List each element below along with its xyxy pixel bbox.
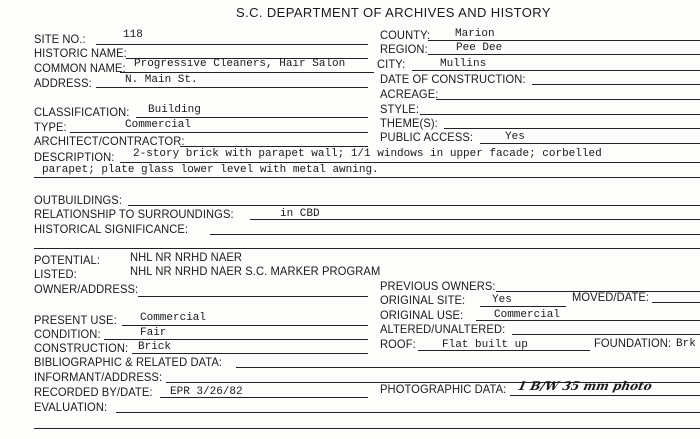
themes-line xyxy=(444,128,700,129)
county-line xyxy=(428,40,700,41)
description-line-2-rule xyxy=(34,177,700,178)
original-site-value: Yes xyxy=(492,294,512,306)
recorded-by-label: RECORDED BY/DATE: xyxy=(34,385,153,399)
region-line xyxy=(428,54,700,55)
present-use-label: PRESENT USE: xyxy=(34,313,117,327)
recorded-by-value: EPR 3/26/82 xyxy=(170,386,243,398)
outbuildings-line xyxy=(128,205,700,206)
relationship-value: in CBD xyxy=(280,208,320,220)
classification-line xyxy=(136,117,368,118)
acreage-line xyxy=(436,99,700,100)
moved-date-label: MOVED/DATE: xyxy=(572,290,650,304)
listed-codes: NHL NR NRHD NAER S.C. MARKER PROGRAM xyxy=(130,264,381,278)
style-label: STYLE: xyxy=(380,102,420,116)
historical-significance-line xyxy=(210,234,700,235)
common-name-label: COMMON NAME: xyxy=(34,61,126,75)
description-line-2: parapet; plate glass lower level with metal awning. xyxy=(42,164,379,176)
historical-significance-label: HISTORICAL SIGNIFICANCE: xyxy=(34,222,189,236)
site-no-value: 118 xyxy=(123,29,143,41)
form-title: S.C. DEPARTMENT OF ARCHIVES AND HISTORY xyxy=(236,5,551,20)
foundation-label: FOUNDATION: xyxy=(594,336,672,350)
public-access-label: PUBLIC ACCESS: xyxy=(380,130,474,144)
region-label: REGION: xyxy=(380,42,428,56)
historic-name-label: HISTORIC NAME: xyxy=(34,46,127,60)
address-value: N. Main St. xyxy=(125,74,198,86)
original-site-line xyxy=(480,306,566,307)
architect-label: ARCHITECT/CONTRACTOR: xyxy=(34,134,185,148)
potential-label: POTENTIAL: xyxy=(34,253,101,267)
foundation-value: Brk xyxy=(676,338,696,350)
region-value: Pee Dee xyxy=(456,42,503,54)
public-access-line xyxy=(480,143,700,144)
construction-label: CONSTRUCTION: xyxy=(34,341,129,355)
city-line xyxy=(412,70,700,71)
previous-owners-label: PREVIOUS OWNERS: xyxy=(380,279,496,293)
description-label: DESCRIPTION: xyxy=(34,150,115,164)
condition-line xyxy=(104,339,368,340)
classification-value: Building xyxy=(148,104,201,116)
county-value: Marion xyxy=(455,28,495,40)
county-label: COUNTY: xyxy=(380,28,431,42)
altered-line xyxy=(512,334,700,335)
address-label: ADDRESS: xyxy=(34,76,92,90)
type-label: TYPE: xyxy=(34,120,67,134)
bibliographic-label: BIBLIOGRAPHIC & RELATED DATA: xyxy=(34,355,223,369)
description-line-1: 2-story brick with parapet wall; 1/1 windows in upper facade; corbelled xyxy=(133,148,602,160)
relationship-label: RELATIONSHIP TO SURROUNDINGS: xyxy=(34,207,234,221)
themes-label: THEME(S): xyxy=(380,116,438,130)
owner-address-label: OWNER/ADDRESS: xyxy=(34,282,139,296)
roof-value: Flat built up xyxy=(442,339,528,351)
style-line xyxy=(420,114,700,115)
moved-date-line xyxy=(652,302,700,303)
evaluation-line-2 xyxy=(34,428,700,429)
present-use-line xyxy=(122,325,368,326)
construction-line xyxy=(132,353,368,354)
listed-label: LISTED: xyxy=(34,267,77,281)
owner-address-line xyxy=(138,296,368,297)
potential-codes: NHL NR NRHD NAER xyxy=(130,250,243,264)
roof-line xyxy=(418,350,590,351)
photographic-data-line xyxy=(510,395,700,396)
relationship-line xyxy=(250,219,700,220)
photographic-data-label: PHOTOGRAPHIC DATA: xyxy=(380,382,507,396)
type-line xyxy=(70,132,368,133)
bibliographic-line xyxy=(236,367,700,368)
address-line xyxy=(96,87,368,88)
site-no-line xyxy=(96,44,368,45)
city-value: Mullins xyxy=(440,58,487,70)
evaluation-label: EVALUATION: xyxy=(34,400,108,414)
date-of-construction-label: DATE OF CONSTRUCTION: xyxy=(380,72,526,86)
present-use-value: Commercial xyxy=(140,312,207,324)
public-access-value: Yes xyxy=(505,131,525,143)
description-line-1-rule xyxy=(120,162,700,163)
original-use-label: ORIGINAL USE: xyxy=(380,308,464,322)
architect-line xyxy=(180,146,368,147)
evaluation-line xyxy=(116,412,700,413)
altered-label: ALTERED/UNALTERED: xyxy=(380,322,506,336)
acreage-label: ACREAGE: xyxy=(380,87,439,101)
common-name-value: Progressive Cleaners, Hair Salon xyxy=(134,58,346,70)
roof-label: ROOF: xyxy=(380,337,416,351)
recorded-by-line xyxy=(160,397,368,398)
condition-label: CONDITION: xyxy=(34,327,101,341)
date-of-construction-line xyxy=(532,84,700,85)
construction-value: Brick xyxy=(138,341,172,353)
photographic-data-value: 1 B/W 35 mm photo xyxy=(516,379,654,393)
type-value: Commercial xyxy=(125,119,192,131)
original-site-label: ORIGINAL SITE: xyxy=(380,293,466,307)
original-use-value: Commercial xyxy=(494,309,561,321)
original-use-line xyxy=(476,320,700,321)
classification-label: CLASSIFICATION: xyxy=(34,105,130,119)
historical-significance-line-2 xyxy=(34,248,700,249)
outbuildings-label: OUTBUILDINGS: xyxy=(34,193,123,207)
informant-label: INFORMANT/ADDRESS: xyxy=(34,370,163,384)
site-no-label: SITE NO.: xyxy=(34,32,86,46)
condition-value: Fair xyxy=(140,327,167,339)
common-name-line xyxy=(120,72,374,73)
city-label: CITY: xyxy=(377,57,406,71)
